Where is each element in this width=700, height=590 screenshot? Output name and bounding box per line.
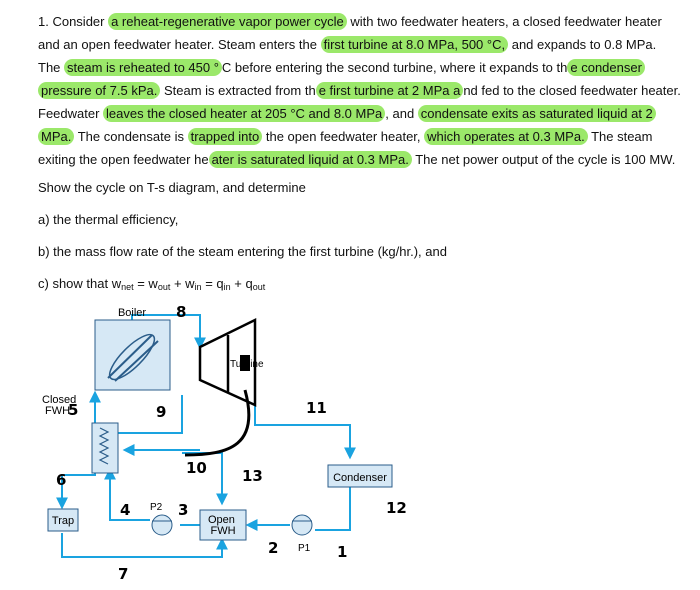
text-seg: and an open feedwater heater. Steam enters the [38,37,321,52]
subscript: out [157,282,171,292]
question-c-text: = q [201,276,224,291]
text-seg: and expands to 0.8 MPa. [508,37,657,52]
text-seg: C before entering the second turbine, where it expands to th [221,60,568,75]
subscript: out [252,282,266,292]
question-c-text: + w [170,276,195,291]
instruction-text: Show the cycle on T-s diagram, and determine [38,180,306,195]
highlight: MPa. [38,128,74,145]
pipe-11 [255,405,350,457]
text-seg: Feedwater [38,106,104,121]
pump-icon [152,515,172,535]
highlight: trapped into [188,128,263,145]
state-13: 13 [242,467,263,485]
state-5: 5 [68,401,79,419]
highlight: e condenser [567,59,645,76]
question-c [38,276,265,292]
text-seg: exiting the open feedwater he [38,152,209,167]
state-3: 3 [178,501,189,519]
subscript: in [223,282,231,292]
pipe-7 [62,533,222,557]
highlight: steam is reheated to 450 ° [64,59,222,76]
highlight: ater is saturated liquid at 0.3 MPa. [209,151,412,168]
question-c-text: + q [230,276,253,291]
state-9: 9 [156,403,167,421]
state-8: 8 [176,303,187,321]
state-10: 10 [186,459,207,477]
question-c-text: c) show that w [38,276,122,291]
text-seg: the open feedwater heater, [262,129,425,144]
text-seg: , and [385,106,418,121]
state-12: 12 [386,499,407,517]
turbine-label: Turbine [230,359,264,370]
pipe-6 [62,470,95,507]
closed-fwh-label-line: Closed [42,394,77,406]
question-b: b) the mass flow rate of the steam entering the first turbine (kg/hr.), and [38,244,447,259]
state-1: 1 [337,543,348,561]
pump-icon [292,515,312,535]
cycle-schematic [0,295,700,590]
closed-fwh-label-line: FWH [45,405,71,417]
state-2: 2 [268,539,279,557]
highlight: pressure of 7.5 kPa. [38,82,160,99]
problem-line [38,125,688,148]
state-11: 11 [306,399,327,417]
pump-p1 [292,515,312,554]
question-a: a) the thermal efficiency, [38,212,179,227]
problem-line [38,10,688,33]
question-c-text: = w [133,276,158,291]
pipe-9 [108,395,182,433]
p2-label: P2 [150,502,163,513]
turbine [185,320,264,455]
text-seg: The net power output of the cycle is 100 MW. [411,152,676,167]
highlight: leaves the closed heater at 205 °C and 8.0 MPa [103,105,385,122]
highlight: condensate exits as saturated liquid at 2 [418,105,656,122]
open-fwh-label-line: FWH [210,525,236,537]
text-seg: The condensate is [74,129,188,144]
text-seg: Steam is extracted from th [160,83,316,98]
text-seg: The [38,60,65,75]
turbine-extract-line [185,390,249,455]
subscript: net [121,282,134,292]
text-seg: 1. Consider [38,14,109,29]
condenser-label: Condenser [333,472,387,484]
open-fwh-label [208,514,238,537]
problem-line [38,56,688,79]
text-seg: The steam [587,129,653,144]
trap-label: Trap [51,515,75,527]
text-seg: nd fed to the closed feedwater heater. [463,83,681,98]
highlight: a reheat-regenerative vapor power cycle [108,13,347,30]
highlight: which operates at 0.3 MPa. [424,128,588,145]
state-4: 4 [120,501,131,519]
open-fwh-label-line: Open [208,514,235,526]
problem-line [38,79,688,102]
pipe-12 [315,487,350,530]
highlight: first turbine at 8.0 MPa, 500 °C, [321,36,509,53]
problem-line [38,33,688,56]
state-6: 6 [56,471,67,489]
state-7: 7 [118,565,129,583]
highlight: e first turbine at 2 MPa a [316,82,464,99]
boiler-label: Boiler [117,307,147,319]
problem-line [38,102,688,125]
problem-line [38,148,688,171]
problem-statement [38,10,688,171]
p1-label: P1 [298,543,311,554]
text-seg: with two feedwater heaters, a closed feedwater heater [346,14,662,29]
pump-p2 [150,502,172,535]
subscript: in [194,282,202,292]
